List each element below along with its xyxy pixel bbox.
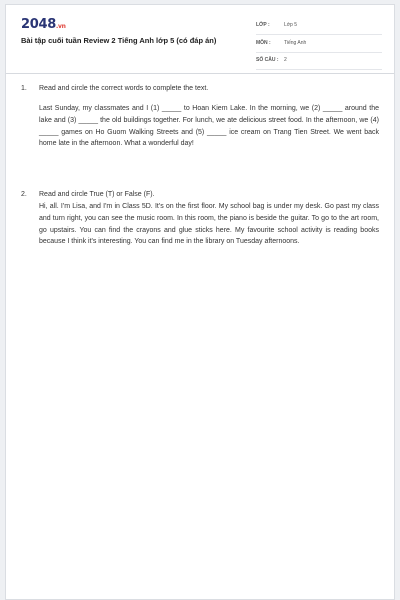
meta-label-class: LỚP : [256, 22, 270, 28]
meta-value-subject: Tiếng Anh [284, 39, 307, 46]
document-page [5, 4, 395, 600]
header-divider [6, 73, 394, 74]
meta-value-class: Lớp 5 [284, 22, 298, 28]
meta-label-subject: MÔN : [256, 39, 271, 46]
question-instruction: Read and circle the correct words to complete the text. [39, 85, 209, 92]
question-number: 2. [21, 191, 27, 198]
question-instruction: Read and circle True (T) or False (F). [39, 191, 155, 198]
logo-tld: .vn [55, 23, 66, 30]
question-number: 1. [21, 85, 27, 92]
meta-label-question-count: SỐ CÂU : [256, 57, 279, 63]
meta-row-question-count [256, 55, 382, 70]
meta-row-class [256, 20, 382, 35]
document-title: Bài tập cuối tuần Review 2 Tiếng Anh lớp 5 (có đáp án) [21, 36, 217, 45]
site-logo[interactable] [21, 17, 66, 32]
question-text: Last Sunday, my classmates and I (1) _____ to Hoan Kiem Lake. In the morning, we (2) _____ around the lake and (3) _____ the old buildings together. For lunch, we ate delicious street food. In the afternoon, we (4) _____ games on Ho Guom Walking Streets and (5) _____ ice cream on Trang Tien Street. We went back home late in the afternoon. What a wonderful day! [39, 105, 379, 148]
question-text: Hi, all. I'm Lisa, and I'm in Class 5D. It's on the first floor. My school bag is under my desk. Go past my class and turn right, you can see the music room. In this room, the piano is beside the guitar. To go to the art room, go upstairs. You can find the crayons and glue sticks here. My favourite school activity is reading books because I think it's interesting. You can find me in the library on Tuesday afternoons. [39, 203, 379, 246]
meta-panel [256, 20, 382, 73]
logo-main: 2048 [21, 17, 56, 32]
document-header [6, 5, 394, 73]
meta-value-question-count: 2 [284, 57, 287, 63]
meta-row-subject [256, 38, 382, 53]
